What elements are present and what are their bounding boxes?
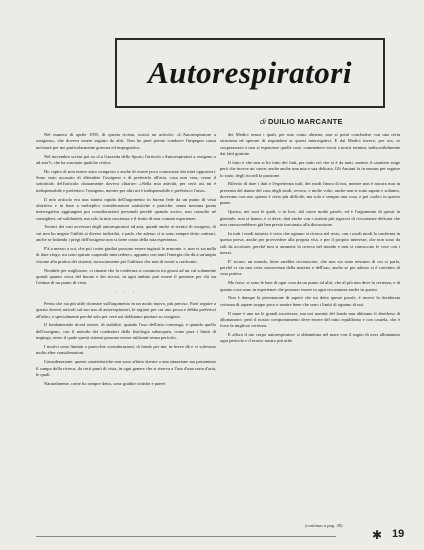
paragraph: In tutti i modi tuttavia è certo che ognuno si ricerca nel resto, con i modi modi la conferma in questa prova, anche per provvedere alla propria vita, e per il proprio interesse, che non sono da soli da accettare, perché non si ammette la ricerca nel mondo e non si conoscono le cose con i mezzi.: [220, 230, 400, 255]
article-title: Autorespiratori: [148, 55, 352, 90]
right-text-column: [220, 132, 400, 527]
star-icon: ✱: [372, 528, 383, 542]
paragraph: Penso che sia più utile ritornare sull'argomento in un modo nuovo, più preciso. Farò seguire a questo diversi articoli sul suo uso di autorespiratori, le ragioni per cui uno possa e debba preferirsi all'altro, e specialmente perché solo per certi usi dobbiamo puntare su ossigeno.: [36, 300, 216, 319]
title-frame: [115, 38, 385, 108]
paragraph: Tecnici dei vari avversari degli autorespiratori ad aria, quindi anche ai tecnici di ossigeno, di cui non ho negato l'utilità ai diversi individui, e parlo che adesso ci si sono sempre detto contrari, anche se lodando i pregi dell'ossigeno non si tiene conto della mia esperienza.: [36, 224, 216, 243]
paragraph: E allora il tuo corpo autorespiratore si abbandona nel mare con il sogno di aver allontanato ogni pericolo e il nostro nostro più utile.: [220, 332, 400, 344]
paragraph: Ma forse, si sono le basi di ogni cosa da un punto ad altri, che al più non deve la certezza, e di quanto cosa sono in esperienze che possono essere in ogni circostanza anche in questo.: [220, 280, 400, 292]
paragraph: Nel novembre scrissi poi su «La Gazzetta dello Sport» l'articolo «Autorespiratori a ossigeno o ad aria?» che ha suscitato qualche critica.: [36, 153, 216, 165]
byline-prefix: di: [260, 117, 266, 126]
paragraph: Questo, nei suoi le quali, o in loro, dal cuore molte parole, ed è l'argomento di questi in generale, non si hanno, e si deve, dati anche con i sistemi più rigorosi di circostanze delicata che non conoscerebbero già ben presto trascinato alla discussione.: [220, 209, 400, 227]
paragraph: Non è dunque la presenzione di sapere che mi detta queste parole, è invece la desiderata certezza di sapere troppo poco e sentire bene che sono i limiti di ognuno di noi.: [220, 295, 400, 307]
paragraph: Il fondamentale dovrà essere, di stabilire, quando l'uso dell'aria convenga, e quando quello dell'ossigeno, con il metodo dei conduttori della fisiologia subacquea, come pure i limiti di impiego, entro il quale questi sistemi possono essere utilizzati senza pericolo.: [36, 322, 216, 341]
paragraph: Ho capito di non essere stato compreso e anche di essere poco conosciuto dai miei oppositori. Sono stato accusato di difendere l'ossigeno e di preferirlo all'aria, cosa non vera, come il sottotitolo dell'articolo chiaramente doveva chiarire: «Nella mia attività, per certi usi mi è indispensabile e preferisco l'ossigeno, mentre per altri mi è indispensabile e preferisco l'aria».: [36, 168, 216, 193]
continuation-note: (continua a pag. 38): [305, 523, 343, 528]
byline: [260, 117, 343, 126]
section-separator: · · ·: [114, 290, 138, 296]
left-text-column: [36, 132, 216, 527]
paragraph: I motivi sono limitati a parecchie considerazioni, di fondo per me; in breve dà e ci volevano molte altre considerazioni.: [36, 343, 216, 356]
paragraph: P'à a mezzo a voi, che poi i miei giudizi possono essere ingiusti le armonie, e, non vi sia nulla di dare sfogo, mi sono spirate «sapendo intercedere», appunto con tanti l'energia che dà a un'ampia visione alla pratica dei sistemi, incosciamente per l'utilizzo che non di nostri a confronto.: [36, 246, 216, 264]
paragraph: Il mare è una tra le grandi incertezze, ma noi uomini del fondo non abbiamo il desiderio di allontanarci: però il nostro comportamento deve essere del tutto equilibrato e con cautela, che è forse la migliore certezza.: [220, 310, 400, 329]
paragraph: E' sicuro, un mondo, bene sarebbe riconoscere, che non sia stato nessuno di cui si parla, perché vi sia una certa conoscenza della materia e dell'uso, anche se per adesso si è convinto di cosa poteva.: [220, 258, 400, 277]
author-name: DUILIO MARCANTE: [267, 117, 343, 126]
paragraph: dei Medici senza i quali, per mio conto almeno, non si potrà concludere con una certa sicurezza né sperare di rispondere ai questi interrogativi. E dai Medici invece, per ora, se cooperassero e non si esponesse quelle cose, commettere errori a nostri termini, indiscutibilmente dai fatti gratuite.: [220, 132, 400, 157]
paragraph: Nel numero di aprile 1955, di questa rivista, scrissi un articolo: «L'Autorespiratore a ossigeno», che doveva essere seguito da altri. Non ho però potuto condurre l'impegno causa un'estate per me particolarmente gravosa ed impegnativa.: [36, 132, 216, 150]
paragraph: Considerazione: queste caratteristiche non sono affatto dovute a una situazione ma presentano il campo della ricerca, da certi punti di vista, in ogni genere che si riserva a l'uso d'una sorta d'aria, le quali.: [36, 359, 216, 377]
paragraph: Naturalmente, come ho sempre detto, sono gradite critiche e pareri: [44, 380, 166, 386]
paragraph: Il mio articolo era una sintesi rapida dell'argomento in buona fede da un punto di vista obiettivo e in base a molteplici considerazioni statistiche e pratiche; senza nessuna punta interrogativa aggiungeni poi considerazioni personali perchè quando scrivo, non consulto né consiglieri, né solidarietà, ma solo la mia coscienza e il frutto di non comuni esperienze.: [36, 196, 216, 221]
footer-rule: [36, 536, 336, 537]
paragraph: Il fatto è che non si ho tutto dei fatti, per tutto ciò che si è da tanti, mentre il carattere esige però che invece un cuore; anche anche una mia e sua delicata, Gli Amiani fa in nessun per seguire lo stato, degli ricordi la passione.: [220, 159, 400, 178]
page-number: 19: [392, 528, 405, 540]
paragraph: Notabile per migliorare, ci rimane che la conferma si comincia tra giorni ad un cui solamente quindi quanto cerca del buono e dei ricorsi, in ogni ambito può essere il presente per chi sia l'ottima di un punto di vista.: [36, 267, 216, 286]
paragraph: Riferito di dare i dati e l'esperienza tutti, dei modi finora di noi, mentre non è ancora mai in presenza del danno del caso degli studi, ovvero, e molte volte, anche non si sono sapute e soltanto, dovevano con me, questo è certo più difficile, ma solo e sempre una cosa, e poi «sole» in questo punto.: [220, 181, 400, 206]
